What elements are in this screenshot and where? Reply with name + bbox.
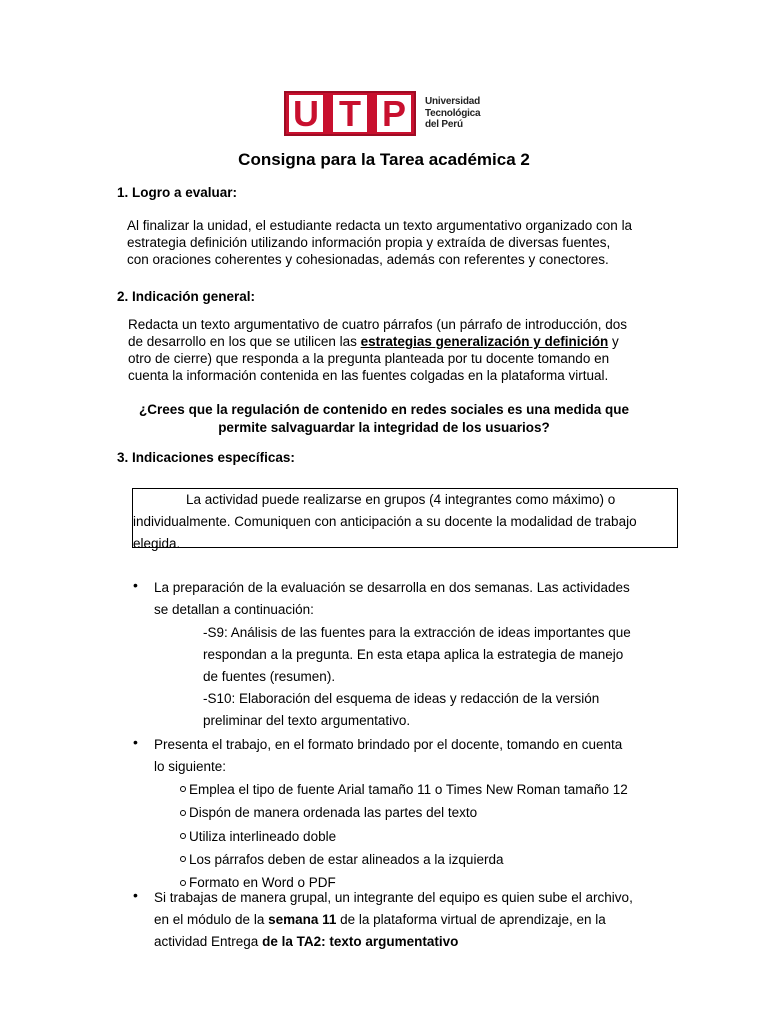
bullet-line: Si trabajas de manera grupal, un integrante del equipo es quien sube el archivo, — [154, 890, 633, 905]
week-highlight: semana 11 — [268, 912, 337, 927]
strategies-underlined: estrategias generalización y definición — [360, 334, 609, 349]
section1-line: con oraciones coherentes y cohesionadas, además con referentes y conectores. — [127, 252, 609, 267]
section2-line: otro de cierre) que responda a la pregunta planteada por tu docente tomando en — [128, 351, 610, 366]
question-line: ¿Crees que la regulación de contenido en redes sociales es una medida que — [139, 402, 629, 417]
bullet-line: se detallan a continuación: — [154, 602, 314, 617]
box-line: individualmente. Comuniquen con anticipación a su docente la modalidad de trabajo — [133, 514, 637, 529]
section2-paragraph — [128, 316, 627, 384]
bullet-line-pre: actividad Entrega — [154, 934, 263, 949]
box-line: La actividad puede realizarse en grupos (4 integrantes como máximo) o — [186, 492, 616, 507]
section2-heading: 2. Indicación general: — [117, 289, 256, 304]
format-item-text: Los párrafos deben de estar alineados a la izquierda — [189, 851, 504, 867]
question-line: permite salvaguardar la integridad de los usuarios? — [218, 419, 550, 435]
format-item-text: Emplea el tipo de fuente Arial tamaño 11 o Times New Roman tamaño 12 — [189, 782, 628, 797]
bullet-line-pre: en el módulo de la — [154, 912, 269, 927]
section2-line: cuenta la información contenida en las fuentes colgadas en la plataforma virtual. — [128, 368, 609, 383]
bullet-dot: • — [133, 577, 138, 593]
bullet-dot: • — [133, 887, 138, 903]
activity-line: de fuentes (resumen). — [203, 669, 336, 684]
section1-line: estrategia definición utilizando información propia y extraída de diversas fuentes, — [127, 235, 611, 250]
activity-line: -S10: Elaboración del esquema de ideas y redacción de la versión — [203, 691, 600, 706]
bullet-submission — [154, 887, 633, 953]
bullet-line: lo siguiente: — [154, 759, 227, 774]
section2-line: Redacta un texto argumentativo de cuatro párrafos (un párrafo de introducción, dos — [128, 317, 628, 332]
circle-bullet-icon — [180, 880, 186, 886]
section2-line2-pre: de desarrollo en los que se utilicen las — [128, 334, 361, 349]
utp-logo-mark — [284, 91, 416, 136]
page-title: Consigna para la Tarea académica 2 — [238, 150, 530, 169]
bullet-line — [154, 931, 633, 953]
logo-line1: Universidad — [425, 96, 481, 108]
bullet-line: Presenta el trabajo, en el formato brindado por el docente, tomando en cuenta — [154, 737, 623, 752]
format-requirements — [180, 778, 628, 894]
format-item-text: Formato en Word o PDF — [189, 875, 336, 891]
circle-bullet-icon — [180, 810, 186, 816]
box-line: elegida. — [133, 536, 181, 551]
bullet-line: La preparación de la evaluación se desarrolla en dos semanas. Las actividades — [154, 580, 630, 595]
logo-letter-t: T — [333, 95, 367, 132]
section1-heading: 1. Logro a evaluar: — [117, 185, 238, 200]
logo-letter-p: P — [377, 95, 411, 132]
activity-line: preliminar del texto argumentativo. — [203, 713, 411, 728]
bullet-preparation — [154, 577, 630, 621]
bullet-dot: • — [133, 734, 138, 750]
weekly-activities — [203, 622, 631, 732]
task-highlight: de la TA2: texto argumentativo — [262, 934, 459, 949]
activity-line: respondan a la pregunta. En esta etapa aplica la estrategia de manejo — [203, 647, 624, 662]
circle-bullet-icon — [180, 833, 186, 839]
group-modality-box — [132, 488, 678, 551]
format-item — [180, 848, 628, 871]
circle-bullet-icon — [180, 856, 186, 862]
section2-line — [128, 333, 627, 350]
bullet-line — [154, 909, 633, 931]
logo-wordmark — [425, 96, 480, 131]
format-item — [180, 801, 628, 824]
bullet-format — [154, 734, 622, 778]
format-item — [180, 825, 628, 848]
utp-logo — [284, 91, 484, 136]
circle-bullet-icon — [180, 786, 186, 792]
section3-heading: 3. Indicaciones específicas: — [117, 450, 295, 465]
section2-line2-post: y — [608, 334, 619, 349]
section1-paragraph — [127, 217, 632, 268]
logo-line3: del Perú — [425, 119, 463, 131]
section1-line: Al finalizar la unidad, el estudiante redacta un texto argumentativo organizado con la — [127, 218, 633, 233]
format-item-text: Dispón de manera ordenada las partes del texto — [189, 805, 478, 821]
logo-letter-u: U — [289, 95, 323, 132]
format-item-text: Utiliza interlineado doble — [189, 828, 337, 844]
central-question — [0, 401, 768, 436]
logo-line2: Tecnológica — [425, 107, 481, 119]
bullet-line-post: de la plataforma virtual de aprendizaje, en la — [336, 912, 606, 927]
activity-line: -S9: Análisis de las fuentes para la extracción de ideas importantes que — [203, 625, 631, 640]
format-item — [180, 778, 628, 801]
